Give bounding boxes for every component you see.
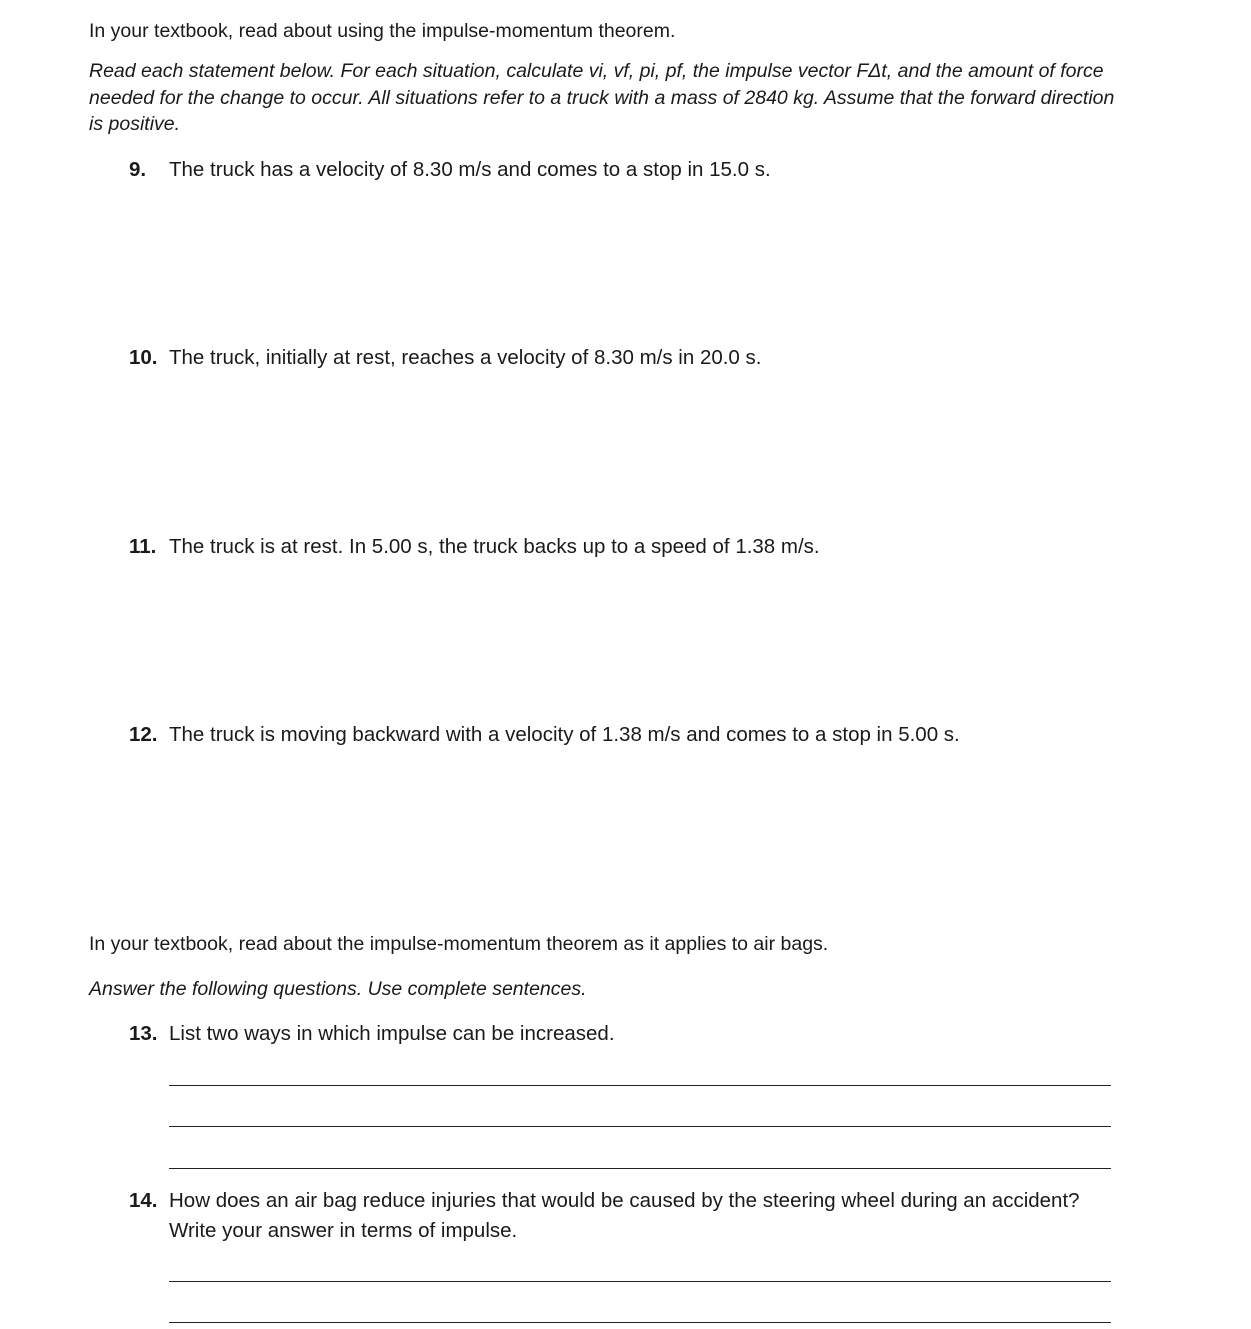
question-number: 10. (129, 346, 158, 369)
question-text: List two ways in which impulse can be increased. (169, 1022, 615, 1045)
question-text: The truck is moving backward with a velocity of 1.38 m/s and comes to a stop in 5.00 s. (169, 723, 960, 746)
question-number: 14. (129, 1189, 158, 1212)
section2-instructions: Answer the following questions. Use complete sentences. (89, 978, 587, 1000)
question-14 (129, 1186, 1129, 1246)
answer-line[interactable] (169, 1322, 1111, 1323)
question-9 (129, 155, 1129, 185)
question-10 (129, 343, 1129, 373)
question-text: How does an air bag reduce injuries that would be caused by the steering wheel during an accident? Write your answer in terms of impulse. (169, 1189, 1080, 1242)
question-text: The truck, initially at rest, reaches a velocity of 8.30 m/s in 20.0 s. (169, 346, 762, 369)
question-number: 13. (129, 1022, 158, 1045)
section1-intro: In your textbook, read about using the impulse-momentum theorem. (89, 20, 676, 42)
question-11 (129, 532, 1129, 562)
answer-line[interactable] (169, 1126, 1111, 1127)
question-number: 9. (129, 158, 147, 181)
question-text: The truck has a velocity of 8.30 m/s and comes to a stop in 15.0 s. (169, 158, 771, 181)
question-number: 11. (129, 535, 157, 558)
question-12 (129, 720, 1129, 750)
section2-intro: In your textbook, read about the impulse-momentum theorem as it applies to air bags. (89, 933, 829, 955)
question-text: The truck is at rest. In 5.00 s, the truck backs up to a speed of 1.38 m/s. (169, 535, 820, 558)
question-number: 12. (129, 723, 158, 746)
section1-instructions: Read each statement below. For each situation, calculate vi, vf, pi, pf, the impulse vector FΔt, and the amount of force needed for the change to occur. All situations refer to a truck with a mass of 2840 kg. Assume that the forward direction is positive. (89, 60, 1115, 135)
answer-line[interactable] (169, 1085, 1111, 1086)
answer-line[interactable] (169, 1168, 1111, 1169)
question-13 (129, 1019, 1129, 1049)
answer-line[interactable] (169, 1281, 1111, 1282)
